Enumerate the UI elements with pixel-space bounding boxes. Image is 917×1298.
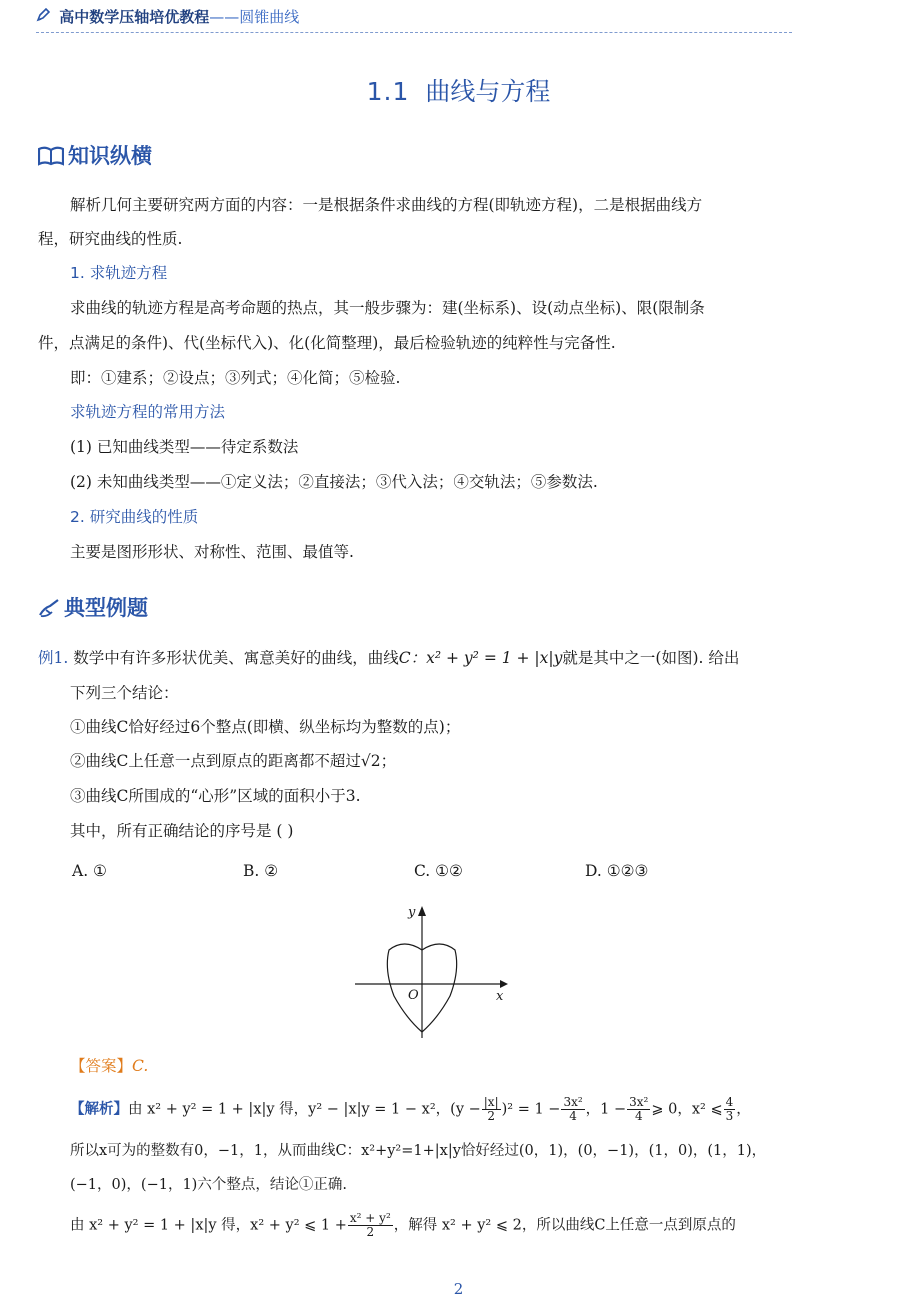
intro-line-2: 程，研究曲线的性质. <box>38 230 183 248</box>
fraction-3x2-over-4-b: $\frac{\text{3x²}}{4}$ <box>629 1095 649 1123</box>
book-icon <box>38 146 64 171</box>
fraction-x2y2-over-2: $\frac{\text{x² + y²}}{2}$ <box>349 1211 391 1239</box>
analysis-tag: 【解析】 <box>70 1100 128 1118</box>
answer-tag: 【答案】 <box>70 1057 133 1075</box>
conclusion-2: ②曲线C上任意一点到原点的距离都不超过√2； <box>70 752 397 770</box>
curve-name: C <box>398 649 411 667</box>
trajectory-para-line-1: 求曲线的轨迹方程是高考命题的热点，其一般步骤为：建(坐标系)、设(动点坐标)、限(限制条 <box>70 299 705 317</box>
heart-curve-figure <box>350 900 510 1042</box>
running-header <box>36 6 792 33</box>
subheading-trajectory: 1. 求轨迹方程 <box>70 264 168 282</box>
conclusion-3: ③曲线C所围成的“心形”区域的面积小于3. <box>70 787 361 805</box>
intro-line-1: 解析几何主要研究两方面的内容：一是根据条件求曲线的方程(即轨迹方程)，二是根据曲线方 <box>70 196 703 214</box>
page-title <box>0 72 917 108</box>
analysis-l1-a: 由 x² + y² = 1 + |x|y 得，y² − |x|y = 1 − x²， <box>128 1101 451 1118</box>
analysis-l4-a: 由 x² + y² = 1 + |x|y 得，x² + y² ⩽ 1 + <box>70 1217 347 1234</box>
option-a[interactable]: A. ① <box>72 862 107 880</box>
steps-line: 即：①建系；②设点；③列式；④化简；⑤检验. <box>70 369 401 387</box>
properties-para: 主要是图形形状、对称性、范围、最值等. <box>70 543 354 561</box>
analysis-line-3: (−1，0)，(−1，1)六个整点，结论①正确. <box>70 1177 347 1193</box>
trajectory-para-line-2: 件，点满足的条件)、代(坐标代入)、化(化简整理)，最后检验轨迹的纯粹性与完备性. <box>38 334 616 352</box>
method-1: (1) 已知曲线类型——待定系数法 <box>70 438 299 456</box>
analysis-l1-mid: ，1 − <box>585 1101 627 1118</box>
writing-hand-icon <box>38 598 60 623</box>
fraction-4-over-3: $\frac{4}{3}$ <box>725 1095 734 1123</box>
pen-icon <box>36 8 52 26</box>
header-book-title: 高中数学压轴培优教程 <box>59 8 210 26</box>
option-c[interactable]: C. ①② <box>414 862 463 880</box>
section-number: 1.1 <box>366 77 410 106</box>
origin-label: O <box>408 988 419 1003</box>
x-axis-label: x <box>496 989 504 1004</box>
method-2: (2) 未知曲线类型——①定义法；②直接法；③代入法；④交轨法；⑤参数法. <box>70 473 598 491</box>
section-title: 曲线与方程 <box>425 77 551 106</box>
y-axis-label: y <box>408 905 416 920</box>
analysis-line-1 <box>70 1096 751 1123</box>
fraction-3x2-over-4: $\frac{\text{3x²}}{4}$ <box>563 1095 583 1123</box>
example-stem-a: 数学中有许多形状优美、寓意美好的曲线，曲线 <box>73 649 399 667</box>
page-number: 2 <box>453 1280 464 1298</box>
analysis-line-2: 所以x可为的整数有0，−1，1，从而曲线C：x²+y²=1+|x|y恰好经过(0，1)，(0，−1)，(1，0)，(1，1)， <box>70 1143 767 1159</box>
section-heading-text: 典型例题 <box>64 596 148 620</box>
option-b[interactable]: B. ② <box>243 862 279 880</box>
analysis-l4-b: ，解得 x² + y² ⩽ 2，所以曲线C上任意一点到原点的 <box>393 1217 736 1234</box>
methods-title: 求轨迹方程的常用方法 <box>70 403 226 421</box>
answer-value: C. <box>132 1057 149 1075</box>
y-axis-arrow <box>418 906 426 916</box>
analysis-line-4 <box>70 1212 736 1239</box>
example-stem-line-1 <box>38 648 739 668</box>
conclusion-1: ①曲线C恰好经过6个整点(即横、纵坐标均为整数的点)； <box>70 718 461 736</box>
section-heading-text: 知识纵横 <box>68 144 152 168</box>
section-heading-examples <box>38 592 148 623</box>
analysis-l1-paren-right: )² = 1 − <box>501 1101 561 1118</box>
section-heading-knowledge <box>38 140 152 171</box>
x-axis-arrow <box>500 980 508 988</box>
example-stem-b: 就是其中之一(如图). 给出 <box>562 649 740 667</box>
option-d[interactable]: D. ①②③ <box>585 862 649 880</box>
example-stem-line-2: 下列三个结论： <box>70 684 179 702</box>
curve-equation: ：x² + y² = 1 + |x|y <box>410 649 563 667</box>
subheading-properties: 2. 研究曲线的性质 <box>70 508 199 526</box>
analysis-l1-end: ， <box>736 1101 751 1118</box>
fraction-abs-x-over-2: $\frac{|x|}{2}$ <box>483 1095 499 1123</box>
example-label: 例1. <box>38 649 69 667</box>
answer-line <box>70 1056 148 1076</box>
header-chapter: ——圆锥曲线 <box>209 8 300 26</box>
question-prompt: 其中，所有正确结论的序号是 ( ) <box>70 822 294 840</box>
analysis-l1-paren-left: (y − <box>450 1101 481 1118</box>
analysis-l1-tail: ⩾ 0，x² ⩽ <box>651 1101 723 1118</box>
